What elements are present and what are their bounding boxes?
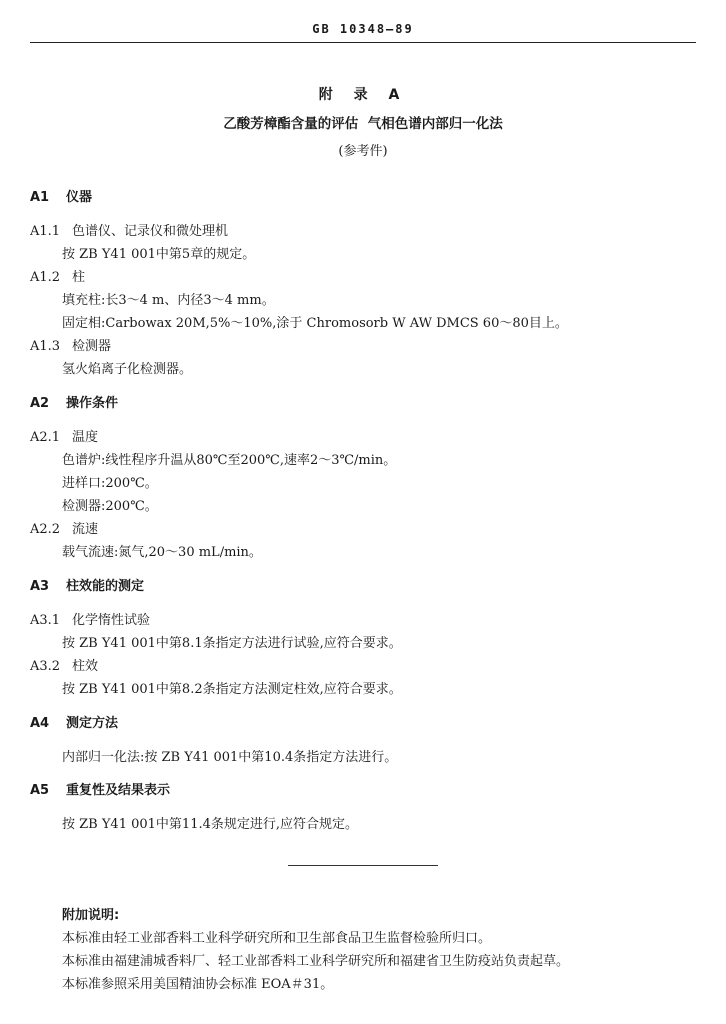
- notes-line: 本标准由轻工业部香料工业科学研究所和卫生部食品卫生监督检验所归口。: [62, 931, 492, 946]
- subsection-number: A3.2: [30, 659, 61, 674]
- header-rule: [30, 42, 696, 43]
- subsection-a1-1-heading: [30, 224, 228, 240]
- subsection-number: A1.2: [30, 270, 61, 285]
- subsection-title: 柱: [72, 270, 86, 285]
- text-line: 色谱炉:线性程序升温从80℃至200℃,速率2～3℃/min。: [62, 453, 397, 468]
- section-title: 仪器: [66, 190, 93, 205]
- section-number: A2: [30, 396, 50, 411]
- text-line: 内部归一化法:按 ZB Y41 001中第10.4条指定方法进行。: [62, 750, 398, 765]
- subsection-a2-1-heading: [30, 430, 98, 446]
- section-number: A3: [30, 579, 50, 594]
- notes-line: 本标准参照采用美国精油协会标准 EOA＃31。: [62, 977, 334, 992]
- subsection-a1-3-heading: [30, 339, 111, 355]
- section-a1-heading: [30, 190, 92, 206]
- text-line: 按 ZB Y41 001中第8.1条指定方法进行试验,应符合要求。: [62, 636, 402, 651]
- subsection-title: 检测器: [72, 339, 112, 354]
- standard-code: GB 10348—89: [312, 22, 414, 36]
- subsection-title: 流速: [72, 522, 99, 537]
- section-title: 重复性及结果表示: [66, 783, 171, 798]
- section-a4-heading: [30, 716, 118, 732]
- subsection-title: 柱效: [72, 659, 99, 674]
- section-title: 操作条件: [66, 396, 119, 411]
- subsection-title: 色谱仪、记录仪和微处理机: [72, 224, 229, 239]
- subsection-a3-2-heading: [30, 659, 98, 675]
- subsection-number: A2.1: [30, 430, 61, 445]
- subsection-title: 温度: [72, 430, 99, 445]
- section-a2-heading: [30, 396, 118, 412]
- text-line: 固定相:Carbowax 20M,5%～10%,涂于 Chromosorb W AW DMCS 60～80目上。: [62, 316, 568, 331]
- subsection-a3-1-heading: [30, 613, 150, 629]
- appendix-note: (参考件): [338, 144, 388, 159]
- section-number: A4: [30, 716, 50, 731]
- text-line: 按 ZB Y41 001中第8.2条指定方法测定柱效,应符合要求。: [62, 682, 402, 697]
- subsection-number: A2.2: [30, 522, 61, 537]
- appendix-title-block: [0, 84, 726, 159]
- appendix-label: 附 录 A: [318, 87, 408, 103]
- appendix-title: 乙酸芳樟酯含量的评估 气相色谱内部归一化法: [223, 116, 503, 132]
- text-line: 检测器:200℃。: [62, 499, 158, 514]
- text-line: 氢火焰离子化检测器。: [62, 362, 193, 377]
- notes-line: 本标准由福建浦城香料厂、轻工业部香料工业科学研究所和福建省卫生防疫站负责起草。: [62, 954, 570, 969]
- subsection-number: A1.1: [30, 224, 61, 239]
- section-a3-heading: [30, 579, 144, 595]
- text-line: 进样口:200℃。: [62, 476, 158, 491]
- text-line: 填充柱:长3～4 m、内径3～4 mm。: [62, 293, 275, 308]
- text-line: 载气流速:氮气,20～30 mL/min。: [62, 545, 262, 560]
- section-number: A5: [30, 783, 50, 798]
- text-line: 按 ZB Y41 001中第5章的规定。: [62, 247, 256, 262]
- section-title: 柱效能的测定: [66, 579, 145, 594]
- section-number: A1: [30, 190, 50, 205]
- end-rule: [288, 865, 438, 866]
- section-title: 测定方法: [66, 716, 119, 731]
- subsection-number: A1.3: [30, 339, 61, 354]
- subsection-a1-2-heading: [30, 270, 85, 286]
- subsection-a2-2-heading: [30, 522, 98, 538]
- section-a5-heading: [30, 783, 170, 799]
- subsection-number: A3.1: [30, 613, 61, 628]
- notes-heading: 附加说明:: [62, 908, 120, 923]
- subsection-title: 化学惰性试验: [72, 613, 151, 628]
- text-line: 按 ZB Y41 001中第11.4条规定进行,应符合规定。: [62, 817, 358, 832]
